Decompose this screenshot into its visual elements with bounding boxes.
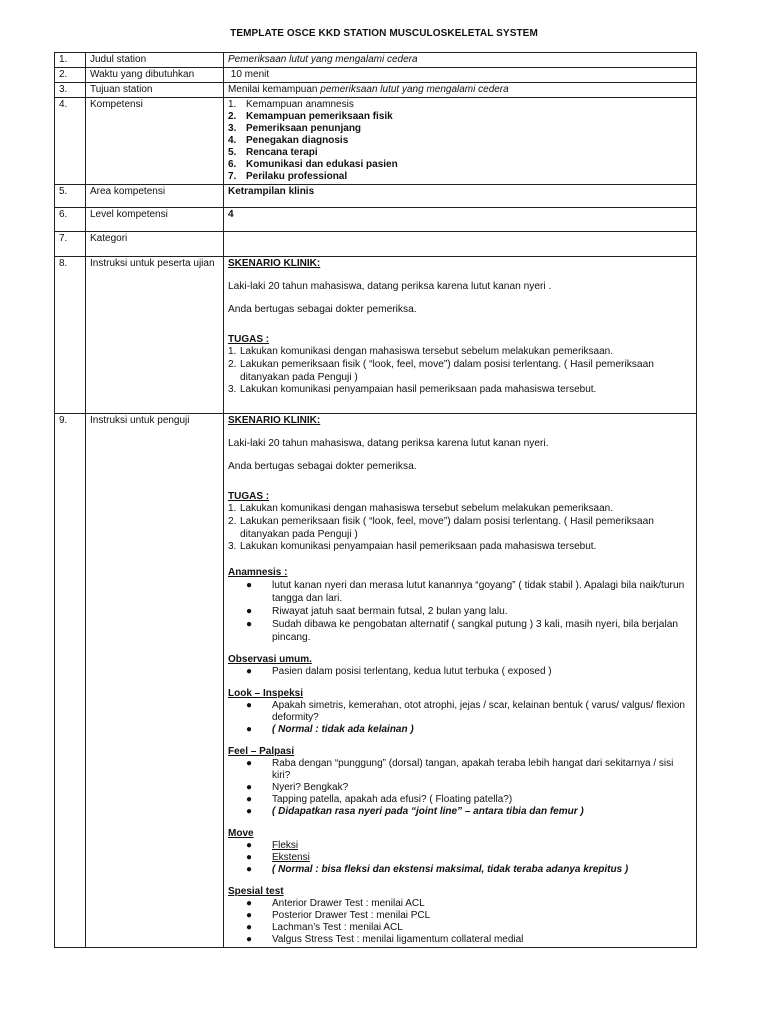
item-text: Nyeri? Bengkak?	[272, 782, 349, 793]
list-item	[228, 159, 692, 171]
row-label: Instruksi untuk penguji	[86, 414, 224, 948]
item-number: 5.	[228, 147, 237, 158]
item-text: Valgus Stress Test : menilai ligamentum collateral medial	[272, 934, 524, 945]
item-text: Pemeriksaan penunjang	[246, 123, 362, 134]
item-text: Lakukan komunikasi dengan mahasiswa tersebut sebelum melakukan pemeriksaan.	[240, 503, 613, 514]
row-label: Judul station	[86, 53, 224, 68]
list-item	[228, 758, 692, 782]
item-text: Raba dengan “punggung” (dorsal) tangan, apakah teraba lebih hangat dari sekitarnya / sisi kiri?	[272, 758, 674, 781]
list-item	[228, 724, 692, 736]
row-number: 9.	[55, 414, 86, 948]
section-heading: Anamnesis :	[228, 567, 288, 578]
table-row	[55, 83, 697, 98]
item-text: Ekstensi	[272, 852, 310, 863]
item-text: Perilaku professional	[246, 171, 348, 182]
section-heading: TUGAS :	[228, 491, 270, 502]
scenario-text: Laki-laki 20 tahun mahasiswa, datang periksa karena lutut kanan nyeri .	[228, 281, 552, 292]
list-item	[228, 171, 692, 183]
section-heading: Observasi umum.	[228, 654, 312, 665]
list-item	[228, 618, 692, 644]
row-label: Waktu yang dibutuhkan	[86, 68, 224, 83]
item-text: Lachman’s Test : menilai ACL	[272, 922, 403, 933]
row-number: 5.	[55, 185, 86, 208]
item-text: Lakukan komunikasi penyampaian hasil pemeriksaan pada mahasiswa tersebut.	[240, 384, 597, 395]
item-number: 4.	[228, 135, 237, 146]
item-number: 7.	[228, 171, 237, 182]
item-number: 3.	[228, 123, 237, 134]
list-item	[228, 579, 692, 605]
section-heading: Feel – Palpasi	[228, 746, 295, 757]
page-title: TEMPLATE OSCE KKD STATION MUSCULOSKELETAL SYSTEM	[230, 28, 538, 39]
bullet-icon: ●	[246, 580, 253, 591]
bullet-icon: ●	[246, 840, 253, 851]
bullet-icon: ●	[246, 852, 253, 863]
scenario-text: Laki-laki 20 tahun mahasiswa, datang periksa karena lutut kanan nyeri.	[228, 438, 549, 449]
item-text: Anterior Drawer Test : menilai ACL	[272, 898, 425, 909]
item-text: Kemampuan pemeriksaan fisik	[246, 111, 393, 122]
list-item: 1. Lakukan komunikasi dengan mahasiswa tersebut sebelum melakukan pemeriksaan.	[228, 503, 613, 514]
list-item: 3. Lakukan komunikasi penyampaian hasil pemeriksaan pada mahasiswa tersebut.	[228, 384, 597, 395]
section-heading: Look – Inspeksi	[228, 688, 304, 699]
row-value	[224, 83, 697, 98]
table-row	[55, 68, 697, 83]
table-row	[55, 98, 697, 185]
row-number: 4.	[55, 98, 86, 185]
row-value: 4	[224, 208, 697, 232]
list-item	[228, 934, 692, 946]
list-item	[228, 99, 692, 111]
list-item	[228, 135, 692, 147]
item-text: Lakukan pemeriksaan fisik ( “look, feel, move”) dalam posisi terlentang. ( Hasil pemeriksaan ditanyakan pada Penguji )	[240, 359, 654, 383]
section-heading: Move	[228, 828, 254, 839]
list-item	[228, 794, 692, 806]
list-item	[228, 123, 692, 135]
list-item: 2. Lakukan pemeriksaan fisik ( “look, feel, move”) dalam posisi terlentang. ( Hasil pemeriksaan ditanyakan pada Penguji )	[228, 358, 692, 384]
item-text: Tapping patella, apakah ada efusi? ( Floating patella?)	[272, 794, 513, 805]
section-heading: SKENARIO KLINIK:	[228, 258, 321, 269]
bullet-icon: ●	[246, 794, 253, 805]
table-row	[55, 414, 697, 948]
item-text: Lakukan pemeriksaan fisik ( “look, feel, move”) dalam posisi terlentang. ( Hasil pemeriksaan ditanyakan pada Penguji )	[240, 516, 654, 540]
row-label: Area kompetensi	[86, 185, 224, 208]
bullet-icon: ●	[246, 864, 253, 875]
scenario-text: Anda bertugas sebagai dokter pemeriksa.	[228, 304, 417, 315]
bullet-icon: ●	[246, 898, 253, 909]
item-text: Rencana terapi	[246, 147, 318, 158]
bullet-icon: ●	[246, 700, 253, 711]
row-number: 2.	[55, 68, 86, 83]
row-label: Instruksi untuk peserta ujian	[86, 257, 224, 414]
list-item	[228, 898, 692, 910]
bullet-icon: ●	[246, 619, 253, 630]
list-item	[228, 852, 692, 864]
table-row	[55, 53, 697, 68]
item-text: Penegakan diagnosis	[246, 135, 349, 146]
bullet-icon: ●	[246, 782, 253, 793]
table-row	[55, 208, 697, 232]
list-item: 2. Lakukan pemeriksaan fisik ( “look, feel, move”) dalam posisi terlentang. ( Hasil pemeriksaan ditanyakan pada Penguji )	[228, 515, 692, 541]
list-item	[228, 147, 692, 159]
item-text: Kemampuan anamnesis	[246, 99, 354, 110]
row-value: Ketrampilan klinis	[224, 185, 697, 208]
row-number: 3.	[55, 83, 86, 98]
list-item: 1. Lakukan komunikasi dengan mahasiswa tersebut sebelum melakukan pemeriksaan.	[228, 346, 613, 357]
table-row	[55, 232, 697, 257]
item-text: Pasien dalam posisi terlentang, kedua lutut terbuka ( exposed )	[272, 666, 552, 677]
list-item	[228, 605, 692, 618]
objective-italic: pemeriksaan lutut yang mengalami cedera	[320, 84, 509, 95]
list-item	[228, 840, 692, 852]
participant-instructions	[224, 257, 697, 414]
row-number: 6.	[55, 208, 86, 232]
item-number: 2.	[228, 111, 237, 122]
bullet-icon: ●	[246, 758, 253, 769]
bullet-icon: ●	[246, 922, 253, 933]
row-number: 8.	[55, 257, 86, 414]
list-item	[228, 864, 692, 876]
competency-list	[224, 98, 697, 185]
section-heading: TUGAS :	[228, 334, 270, 345]
item-text: Posterior Drawer Test : menilai PCL	[272, 910, 431, 921]
bullet-icon: ●	[246, 606, 253, 617]
duration-value: 10 menit	[230, 69, 270, 80]
row-label: Level kompetensi	[86, 208, 224, 232]
list-item: 3. Lakukan komunikasi penyampaian hasil pemeriksaan pada mahasiswa tersebut.	[228, 541, 597, 552]
item-number: 1.	[228, 99, 237, 110]
item-text: Sudah dibawa ke pengobatan alternatif ( sangkal putung ) 3 kali, masih nyeri, bila berjalan pincang.	[272, 619, 679, 643]
row-value	[224, 68, 697, 83]
item-number: 6.	[228, 159, 237, 170]
bullet-icon: ●	[246, 934, 253, 945]
item-text: Apakah simetris, kemerahan, otot atrophi, jejas / scar, kelainan bentuk ( varus/ valgus/ flexion deformity?	[272, 700, 685, 723]
row-label: Kategori	[86, 232, 224, 257]
row-label: Tujuan station	[86, 83, 224, 98]
item-text: Riwayat jatuh saat bermain futsal, 2 bulan yang lalu.	[272, 606, 508, 617]
item-text: Fleksi	[272, 840, 299, 851]
item-text: ( Didapatkan rasa nyeri pada “joint line” – antara tibia dan femur )	[272, 806, 584, 817]
item-text: ( Normal : tidak ada kelainan )	[272, 724, 414, 735]
row-value: Pemeriksaan lutut yang mengalami cedera	[224, 53, 697, 68]
item-text: lutut kanan nyeri dan merasa lutut kanannya “goyang” ( tidak stabil ). Apalagi bila naik/turun tangga dan lari.	[272, 580, 685, 604]
list-item	[228, 700, 692, 724]
row-label: Kompetensi	[86, 98, 224, 185]
item-text: Lakukan komunikasi penyampaian hasil pemeriksaan pada mahasiswa tersebut.	[240, 541, 597, 552]
table-row	[55, 257, 697, 414]
objective-text: Menilai kemampuan	[228, 84, 321, 95]
scenario-text: Anda bertugas sebagai dokter pemeriksa.	[228, 461, 417, 472]
list-item	[228, 782, 692, 794]
list-item	[228, 666, 692, 678]
list-item	[228, 922, 692, 934]
item-text: Komunikasi dan edukasi pasien	[246, 159, 398, 170]
list-item	[228, 111, 692, 123]
table-row	[55, 185, 697, 208]
row-number: 7.	[55, 232, 86, 257]
row-value	[224, 232, 697, 257]
osce-table	[54, 52, 697, 948]
section-heading: Spesial test	[228, 886, 284, 897]
examiner-instructions	[224, 414, 697, 948]
item-text: ( Normal : bisa fleksi dan ekstensi maksimal, tidak teraba adanya krepitus )	[272, 864, 629, 875]
item-text: Lakukan komunikasi dengan mahasiswa tersebut sebelum melakukan pemeriksaan.	[240, 346, 613, 357]
list-item	[228, 806, 692, 818]
row-number: 1.	[55, 53, 86, 68]
bullet-icon: ●	[246, 666, 253, 677]
list-item	[228, 910, 692, 922]
bullet-icon: ●	[246, 724, 253, 735]
section-heading: SKENARIO KLINIK:	[228, 415, 321, 426]
bullet-icon: ●	[246, 806, 253, 817]
bullet-icon: ●	[246, 910, 253, 921]
